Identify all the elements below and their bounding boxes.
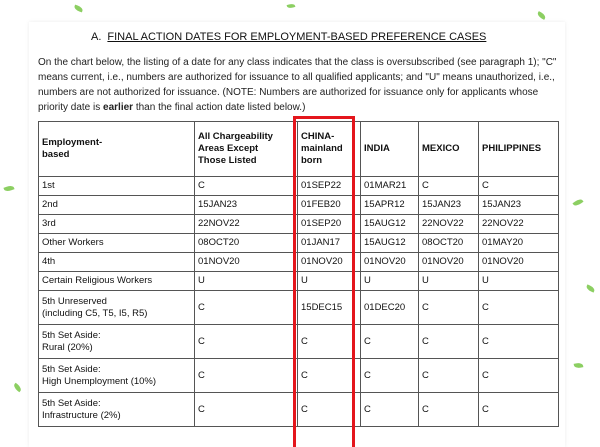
cell-india: 01DEC20 [361,291,419,325]
section-letter: A. [91,31,102,43]
cell-china: 01SEP22 [298,177,361,196]
leaf-decoration [12,383,22,393]
cell-mexico: 22NOV22 [419,215,479,234]
cell-all: C [195,325,298,359]
cell-philippines: 01NOV20 [479,253,559,272]
row-label: Other Workers [39,234,195,253]
row-label: 5th Set Aside: High Unemployment (10%) [39,359,195,393]
intro-paragraph [38,55,558,115]
cell-mexico: 08OCT20 [419,234,479,253]
leaf-decoration [536,11,546,20]
header-china: CHINA- mainland born [298,122,361,177]
row-label: 1st [39,177,195,196]
cell-all: C [195,393,298,427]
row-label: 3rd [39,215,195,234]
leaf-decoration [574,362,584,368]
row-label: Certain Religious Workers [39,272,195,291]
cell-india: C [361,359,419,393]
cell-india: 15AUG12 [361,234,419,253]
cell-india: 01NOV20 [361,253,419,272]
cell-philippines: C [479,325,559,359]
cell-india: C [361,325,419,359]
row-label: 2nd [39,196,195,215]
cell-all: C [195,177,298,196]
cell-philippines: 01MAY20 [479,234,559,253]
header-category: Employment- based [39,122,195,177]
cell-all: C [195,359,298,393]
cell-mexico: U [419,272,479,291]
cell-philippines: C [479,177,559,196]
cell-philippines: 15JAN23 [479,196,559,215]
cell-india: 15APR12 [361,196,419,215]
header-all-chargeability: All Chargeability Areas Except Those Listed [195,122,298,177]
cell-india: C [361,393,419,427]
cell-india: 01MAR21 [361,177,419,196]
cell-china: 15DEC15 [298,291,361,325]
header-philippines: PHILIPPINES [479,122,559,177]
cell-china: U [298,272,361,291]
header-india: INDIA [361,122,419,177]
cell-philippines: 22NOV22 [479,215,559,234]
cell-philippines: C [479,393,559,427]
cell-all: 22NOV22 [195,215,298,234]
cell-mexico: C [419,359,479,393]
cell-all: 15JAN23 [195,196,298,215]
leaf-decoration [572,198,583,208]
row-label: 5th Unreserved (including C5, T5, I5, R5) [39,291,195,325]
section-heading [91,31,486,43]
row-label: 5th Set Aside: Infrastructure (2%) [39,393,195,427]
intro-text-part1: On the chart below, the listing of a date for any class indicates that the class is oversubscribed (see paragraph 1); "C" means current, i.e., numbers are authorized for issuance to all qualified applicants; and "U" means unauthorized, i.e., numbers are not authorized for issuance. (NOTE: Numbers are authorized for issuance only for applicants whose priority date is [38,57,557,113]
cell-mexico: C [419,325,479,359]
cell-mexico: C [419,393,479,427]
leaf-decoration [73,5,83,13]
cell-mexico: C [419,291,479,325]
header-mexico: MEXICO [419,122,479,177]
leaf-decoration [287,3,296,9]
cell-china: C [298,325,361,359]
leaf-decoration [3,184,14,192]
cell-china: C [298,393,361,427]
intro-emphasis: earlier [103,102,134,113]
cell-china: C [298,359,361,393]
cell-china: 01FEB20 [298,196,361,215]
cell-philippines: C [479,359,559,393]
row-label: 4th [39,253,195,272]
cell-china: 01NOV20 [298,253,361,272]
cell-philippines: U [479,272,559,291]
section-title: FINAL ACTION DATES FOR EMPLOYMENT-BASED PREFERENCE CASES [107,31,487,43]
cell-philippines: C [479,291,559,325]
cell-all: 01NOV20 [195,253,298,272]
cell-india: U [361,272,419,291]
china-column-highlight [293,116,355,447]
cell-mexico: C [419,177,479,196]
cell-china: 01JAN17 [298,234,361,253]
cell-all: U [195,272,298,291]
cell-mexico: 01NOV20 [419,253,479,272]
cell-all: 08OCT20 [195,234,298,253]
cell-mexico: 15JAN23 [419,196,479,215]
cell-india: 15AUG12 [361,215,419,234]
intro-text-part2: than the final action date listed below.) [133,102,306,113]
row-label: 5th Set Aside: Rural (20%) [39,325,195,359]
cell-all: C [195,291,298,325]
cell-china: 01SEP20 [298,215,361,234]
leaf-decoration [585,284,595,292]
